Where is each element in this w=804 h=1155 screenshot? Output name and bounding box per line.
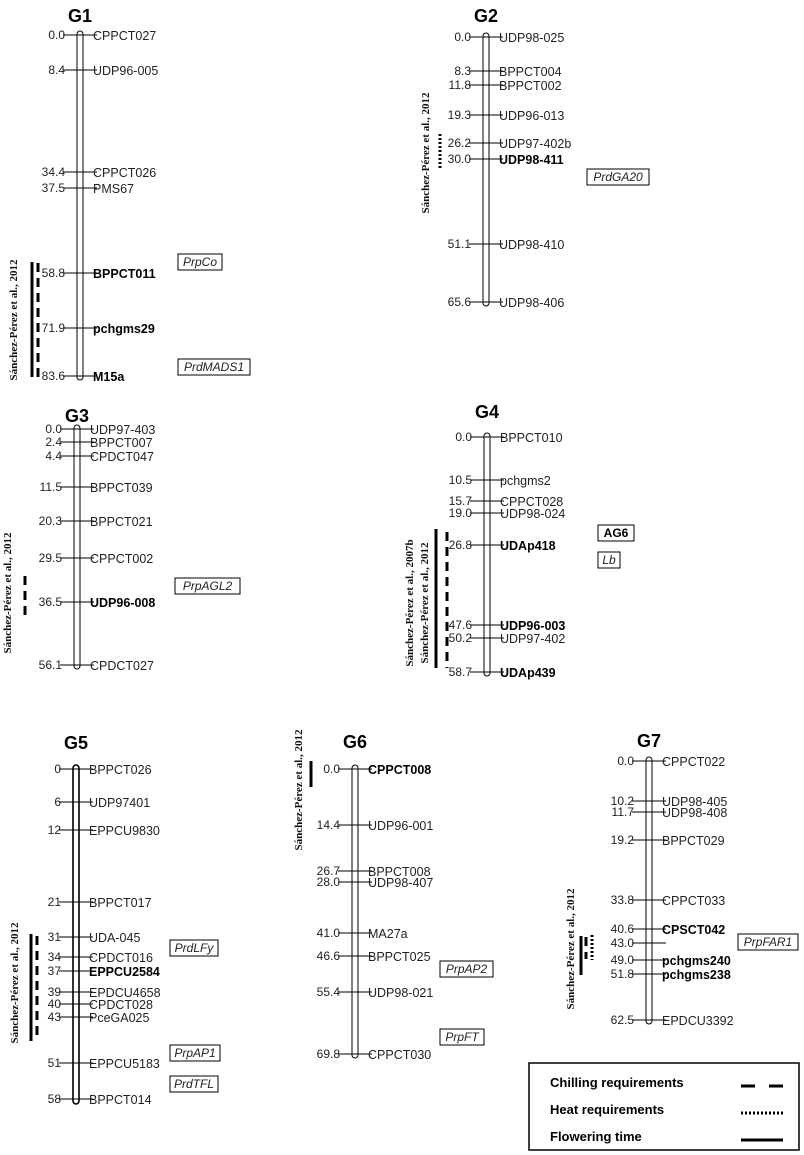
linkage-group-g7 [565,731,798,1028]
marker-position: 15.7 [448,494,472,508]
group-title: G2 [473,6,499,26]
reference-label: Sánchez-Pérez et al., 2012 [8,259,20,381]
marker-position: 47.6 [448,618,472,632]
marker-position: 58.8 [41,266,65,280]
marker-position: 14.4 [316,818,340,832]
qtl-label: PrpFT [445,1030,479,1044]
marker-name: BPPCT008 [368,865,431,879]
marker-name: BPPCT014 [89,1093,152,1107]
marker-name: BPPCT007 [90,436,153,450]
marker-position: 83.6 [41,369,65,383]
qtl-label: PrpAP1 [174,1046,216,1060]
group-title: G1 [67,6,93,26]
marker-name: EPPCU2584 [89,965,160,979]
marker-name: UDA-045 [89,931,141,945]
qtl-label: PrdLFy [174,941,214,955]
marker-position: 46.6 [316,949,340,963]
marker-name: CPPCT033 [662,894,726,908]
marker-name: CPPCT028 [500,495,564,509]
legend-label: Heat requirements [550,1102,665,1117]
marker-position: 0.0 [455,430,472,444]
marker-position: 33.8 [610,893,634,907]
marker-name: UDP96-005 [93,64,159,78]
marker-name: CPPCT027 [93,29,157,43]
reference-label: Sánchez-Pérez et al., 2012 [2,532,14,654]
marker-name: BPPCT011 [93,267,156,281]
linkage-group-g2 [420,6,649,310]
marker-name: pchgms240 [662,954,731,968]
marker-name: BPPCT025 [368,950,431,964]
marker-position: 40 [47,997,61,1011]
marker-name: CPPCT002 [90,552,154,566]
marker-name: UDP98-025 [499,31,565,45]
marker-position: 56.1 [38,658,62,672]
marker-name: UDP98-408 [662,806,728,820]
marker-position: 43.0 [610,936,634,950]
marker-position: 36.5 [38,595,62,609]
marker-name: BPPCT010 [500,431,563,445]
marker-name: CPDCT047 [90,450,154,464]
marker-name: UDP98-024 [500,507,566,521]
reference-label: Sánchez-Pérez et al., 2012 [419,542,431,664]
marker-name: UDP98-407 [368,876,434,890]
marker-position: 19.0 [448,506,472,520]
marker-name: BPPCT002 [499,79,562,93]
marker-position: 0.0 [454,30,471,44]
linkage-group-g3 [2,406,240,673]
marker-name: UDP96-001 [368,819,434,833]
marker-name: pchgms29 [93,322,155,336]
marker-position: 34.4 [41,165,65,179]
marker-name: CPPCT030 [368,1048,432,1062]
qtl-label: AG6 [603,526,629,540]
marker-name: EPPCU9830 [89,824,160,838]
qtl-label: PrdMADS1 [183,360,245,374]
marker-name: UDP96-013 [499,109,565,123]
reference-label: Sánchez-Pérez et al., 2012 [565,888,577,1010]
marker-position: 71.9 [41,321,65,335]
marker-position: 28.0 [316,875,340,889]
marker-position: 29.5 [38,551,62,565]
marker-position: 26.7 [316,864,340,878]
marker-name: UDP98-411 [499,153,564,167]
marker-position: 37.5 [41,181,65,195]
marker-name: M15a [93,370,125,384]
marker-name: CPPCT008 [368,763,432,777]
marker-name: BPPCT039 [90,481,153,495]
group-title: G7 [636,731,662,751]
marker-position: 11.5 [39,480,62,494]
group-title: G6 [342,732,368,752]
group-title: G4 [474,402,500,422]
marker-position: 11.7 [611,805,634,819]
marker-name: UDP98-406 [499,296,565,310]
linkage-group-g5 [9,733,220,1107]
marker-name: MA27a [368,927,408,941]
chromosome-bar [74,425,80,669]
marker-position: 11.8 [448,78,471,92]
marker-position: 30.0 [447,152,471,166]
marker-position: 8.4 [48,63,65,77]
marker-position: 8.3 [454,64,471,78]
marker-name: BPPCT017 [89,896,152,910]
marker-name: EPDCU4658 [89,986,161,1000]
reference-label: Sánchez-Pérez et al., 2012 [420,92,432,214]
marker-name: UDP98-021 [368,986,434,1000]
marker-name: EPPCU5183 [89,1057,160,1071]
marker-name: UDP97-402b [499,137,572,151]
marker-name: BPPCT021 [90,515,153,529]
marker-position: 34 [47,950,61,964]
marker-name: BPPCT029 [662,834,725,848]
marker-position: 51 [47,1056,61,1070]
marker-position: 69.8 [316,1047,340,1061]
marker-position: 58 [47,1092,61,1106]
marker-position: 10.2 [610,794,634,808]
marker-position: 2.4 [45,435,62,449]
qtl-label: Lb [602,553,616,567]
marker-name: pchgms2 [500,474,551,488]
linkage-group-g6 [293,729,493,1062]
marker-position: 21 [47,895,61,909]
marker-position: 10.5 [448,473,472,487]
marker-position: 31 [47,930,61,944]
marker-position: 4.4 [45,449,62,463]
marker-position: 51.1 [447,237,471,251]
marker-position: 12 [47,823,61,837]
group-title: G3 [64,406,90,426]
chromosome-bar [73,765,79,1104]
marker-position: 0.0 [323,762,340,776]
marker-position: 26.8 [448,538,472,552]
marker-position: 65.6 [447,295,471,309]
marker-name: UDAp418 [500,539,556,553]
marker-name: UDAp439 [500,666,556,680]
marker-name: BPPCT026 [89,763,152,777]
legend [529,1063,799,1150]
group-title: G5 [63,733,89,753]
qtl-label: PrpFAR1 [743,935,793,949]
marker-position: 51.8 [610,967,634,981]
marker-position: 0.0 [48,28,65,42]
marker-name: CPDCT027 [90,659,154,673]
reference-label: Sánchez-Pérez et al., 2012 [293,729,305,851]
marker-position: 37 [47,964,61,978]
marker-name: UDP97-403 [90,423,156,437]
marker-position: 55.4 [316,985,340,999]
qtl-label: PrpAP2 [445,962,488,976]
marker-name: PMS67 [93,182,134,196]
marker-position: 20.3 [38,514,62,528]
marker-name: CPSCT042 [662,923,726,937]
marker-position: 19.3 [447,108,471,122]
marker-name: BPPCT004 [499,65,562,79]
legend-label: Chilling requirements [550,1075,684,1090]
marker-position: 0 [54,762,61,776]
chromosome-bar [483,33,489,306]
marker-position: 41.0 [316,926,340,940]
marker-position: 58.7 [448,665,472,679]
marker-position: 40.6 [610,922,634,936]
marker-position: 50.2 [448,631,472,645]
marker-name: UDP98-410 [499,238,565,252]
qtl-label: PrdTFL [173,1077,215,1091]
reference-label: Sánchez-Pérez et al., 2007b [404,539,416,667]
linkage-group-g4 [404,402,634,680]
marker-position: 19.2 [610,833,634,847]
marker-name: EPDCU3392 [662,1014,734,1028]
marker-name: CPPCT022 [662,755,726,769]
qtl-label: PrpCo [182,255,218,269]
marker-position: 49.0 [610,953,634,967]
marker-position: 43 [47,1010,61,1024]
legend-label: Flowering time [550,1129,642,1144]
linkage-group-g1 [8,6,250,384]
chromosome-bar [352,765,358,1058]
marker-name: UDP97401 [89,796,151,810]
marker-name: UDP98-405 [662,795,728,809]
marker-position: 39 [47,985,61,999]
marker-name: PceGA025 [89,1011,150,1025]
qtl-label: PrpAGL2 [182,579,233,593]
marker-position: 62.5 [610,1013,634,1027]
reference-label: Sánchez-Pérez et al., 2012 [9,922,21,1044]
marker-name: UDP96-008 [90,596,156,610]
marker-name: CPDCT028 [89,998,153,1012]
marker-name: pchgms238 [662,968,731,982]
marker-position: 26.2 [447,136,471,150]
marker-name: CPDCT016 [89,951,153,965]
marker-position: 0.0 [45,422,62,436]
chromosome-bar [646,757,652,1024]
marker-name: UDP97-402 [500,632,566,646]
marker-position: 0.0 [617,754,634,768]
chromosome-bar [484,433,490,676]
marker-name: UDP96-003 [500,619,566,633]
marker-position: 6 [54,795,61,809]
marker-name: CPPCT026 [93,166,157,180]
qtl-label: PrdGA20 [593,170,643,184]
